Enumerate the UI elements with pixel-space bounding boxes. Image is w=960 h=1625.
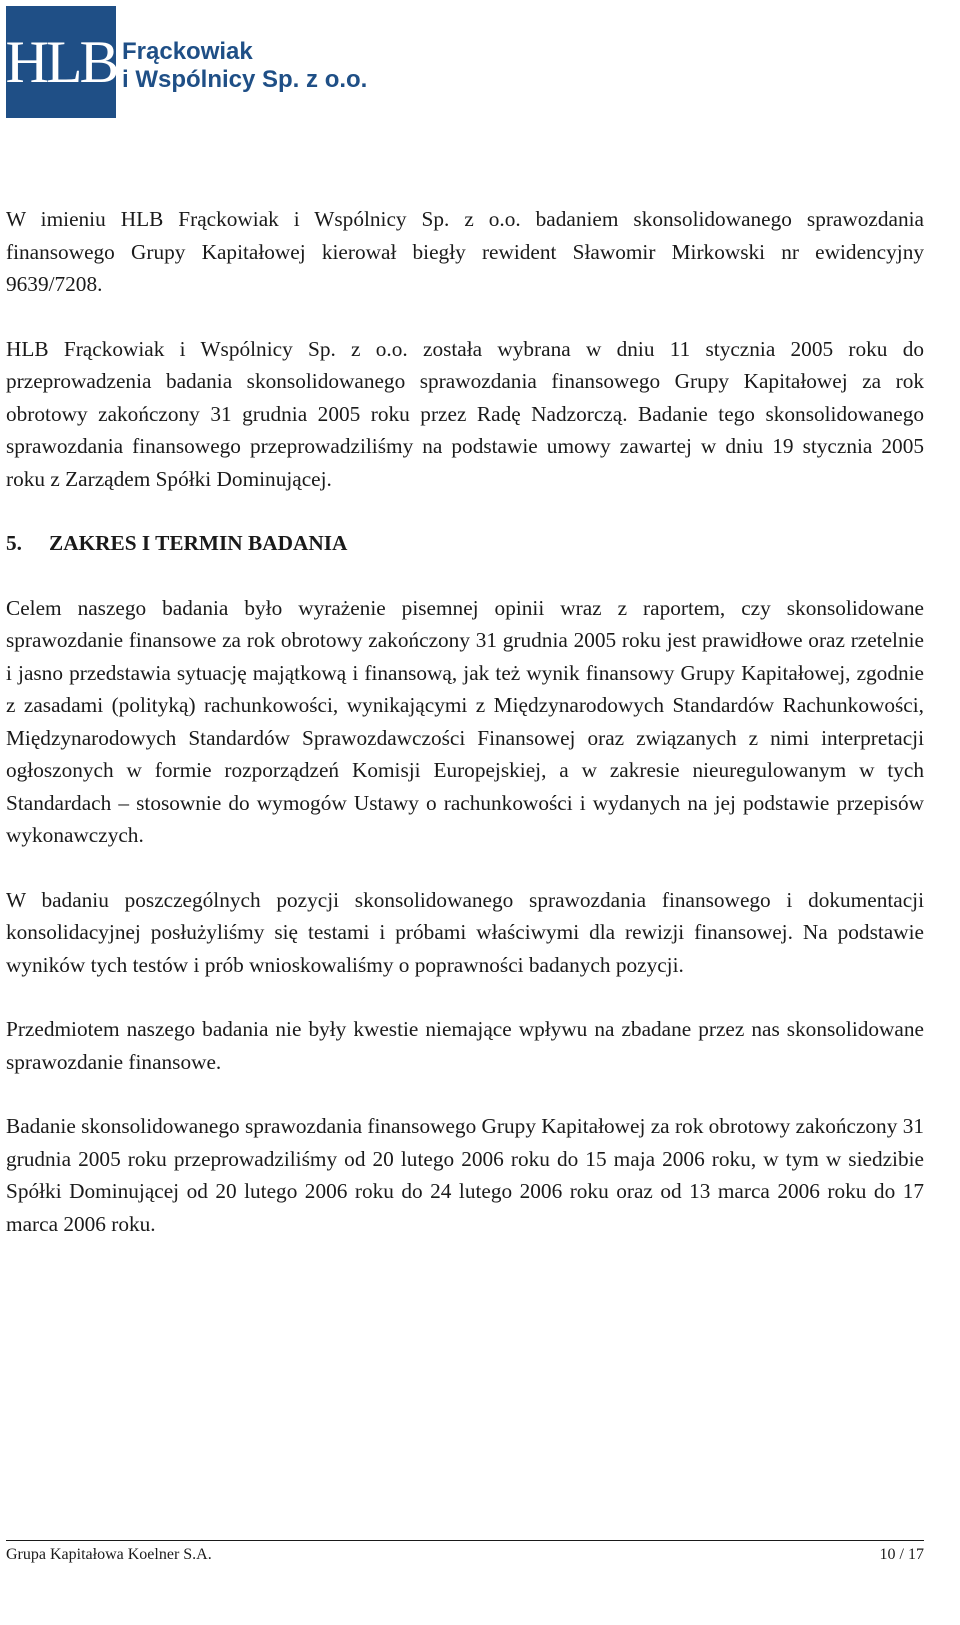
paragraph-purpose: Celem naszego badania było wyrażenie pisemnej opinii wraz z raportem, czy skonsolidowane sprawozdanie finansowe za rok obrotowy zakończony 31 grudnia 2005 roku jest prawidłowe oraz rzetelnie i jasno przedstawia sytuację majątkową i finansową, jak też wynik finansowy Grupy Kapitałowej, zgodnie z zasadami (polityką) rachunkowości, wynikającymi z Międzynarodowych Standardów Rachunkowości, Międzynarodowych Standardów Sprawozdawczości Finansowej oraz związanych z nimi interpretacji ogłoszonych w formie rozporządzeń Komisji Europejskiej, a w zakresie nieuregulowanym w tych Standardach – stosownie do wymogów Ustawy o rachunkowości i wydanych na jej podstawie przepisów wykonawczych. <box>6 595 924 847</box>
section-title: ZAKRES I TERMIN BADANIA <box>49 531 348 555</box>
paragraph-selection: HLB Frąckowiak i Wspólnicy Sp. z o.o. została wybrana w dniu 11 stycznia 2005 roku do przeprowadzenia badania skonsolidowanego sprawozdania finansowego Grupy Kapitałowej za rok obrotowy zakończony 31 grudnia 2005 roku przez Radę Nadzorczą. Badanie tego skonsolidowanego sprawozdania finansowego przeprowadziliśmy na podstawie umowy zawartej w dniu 19 stycznia 2005 roku z Zarządem Spółki Dominującej. <box>6 336 924 491</box>
logo-line-1: Frąckowiak <box>122 38 253 65</box>
document-body <box>6 203 924 1272</box>
logo-text <box>122 30 367 94</box>
paragraph-auditor: W imieniu HLB Frąckowiak i Wspólnicy Sp. z o.o. badaniem skonsolidowanego sprawozdania finansowego Grupy Kapitałowej kierował biegły rewident Sławomir Mirkowski nr ewidencyjny 9639/7208. <box>6 207 924 296</box>
logo-mark: HLB <box>6 6 116 118</box>
section-heading <box>6 527 924 560</box>
paragraph-timing: Badanie skonsolidowanego sprawozdania finansowego Grupy Kapitałowej za rok obrotowy zakończony 31 grudnia 2005 roku przeprowadziliśmy od 20 lutego 2006 roku do 15 maja 2006 roku, w tym w siedzibie Spółki Dominującej od 20 lutego 2006 roku do 24 lutego 2006 roku oraz od 13 marca 2006 roku do 17 marca 2006 roku. <box>6 1114 924 1236</box>
logo-line-2: i Wspólnicy Sp. z o.o. <box>122 66 368 93</box>
company-logo <box>6 6 367 118</box>
paragraph-scope: Przedmiotem naszego badania nie były kwestie niemające wpływu na zbadane przez nas skonsolidowane sprawozdanie finansowe. <box>6 1017 924 1074</box>
section-number: 5. <box>6 531 22 555</box>
paragraph-methods: W badaniu poszczególnych pozycji skonsolidowanego sprawozdania finansowego i dokumentacji konsolidacyjnej posłużyliśmy się testami i próbami właściwymi dla rewizji finansowej. Na podstawie wyników tych testów i prób wnioskowaliśmy o poprawności badanych pozycji. <box>6 887 924 977</box>
footer-company: Grupa Kapitałowa Koelner S.A. <box>6 1546 212 1563</box>
page-footer <box>6 1540 924 1565</box>
page-number: 10 / 17 <box>879 1546 924 1563</box>
